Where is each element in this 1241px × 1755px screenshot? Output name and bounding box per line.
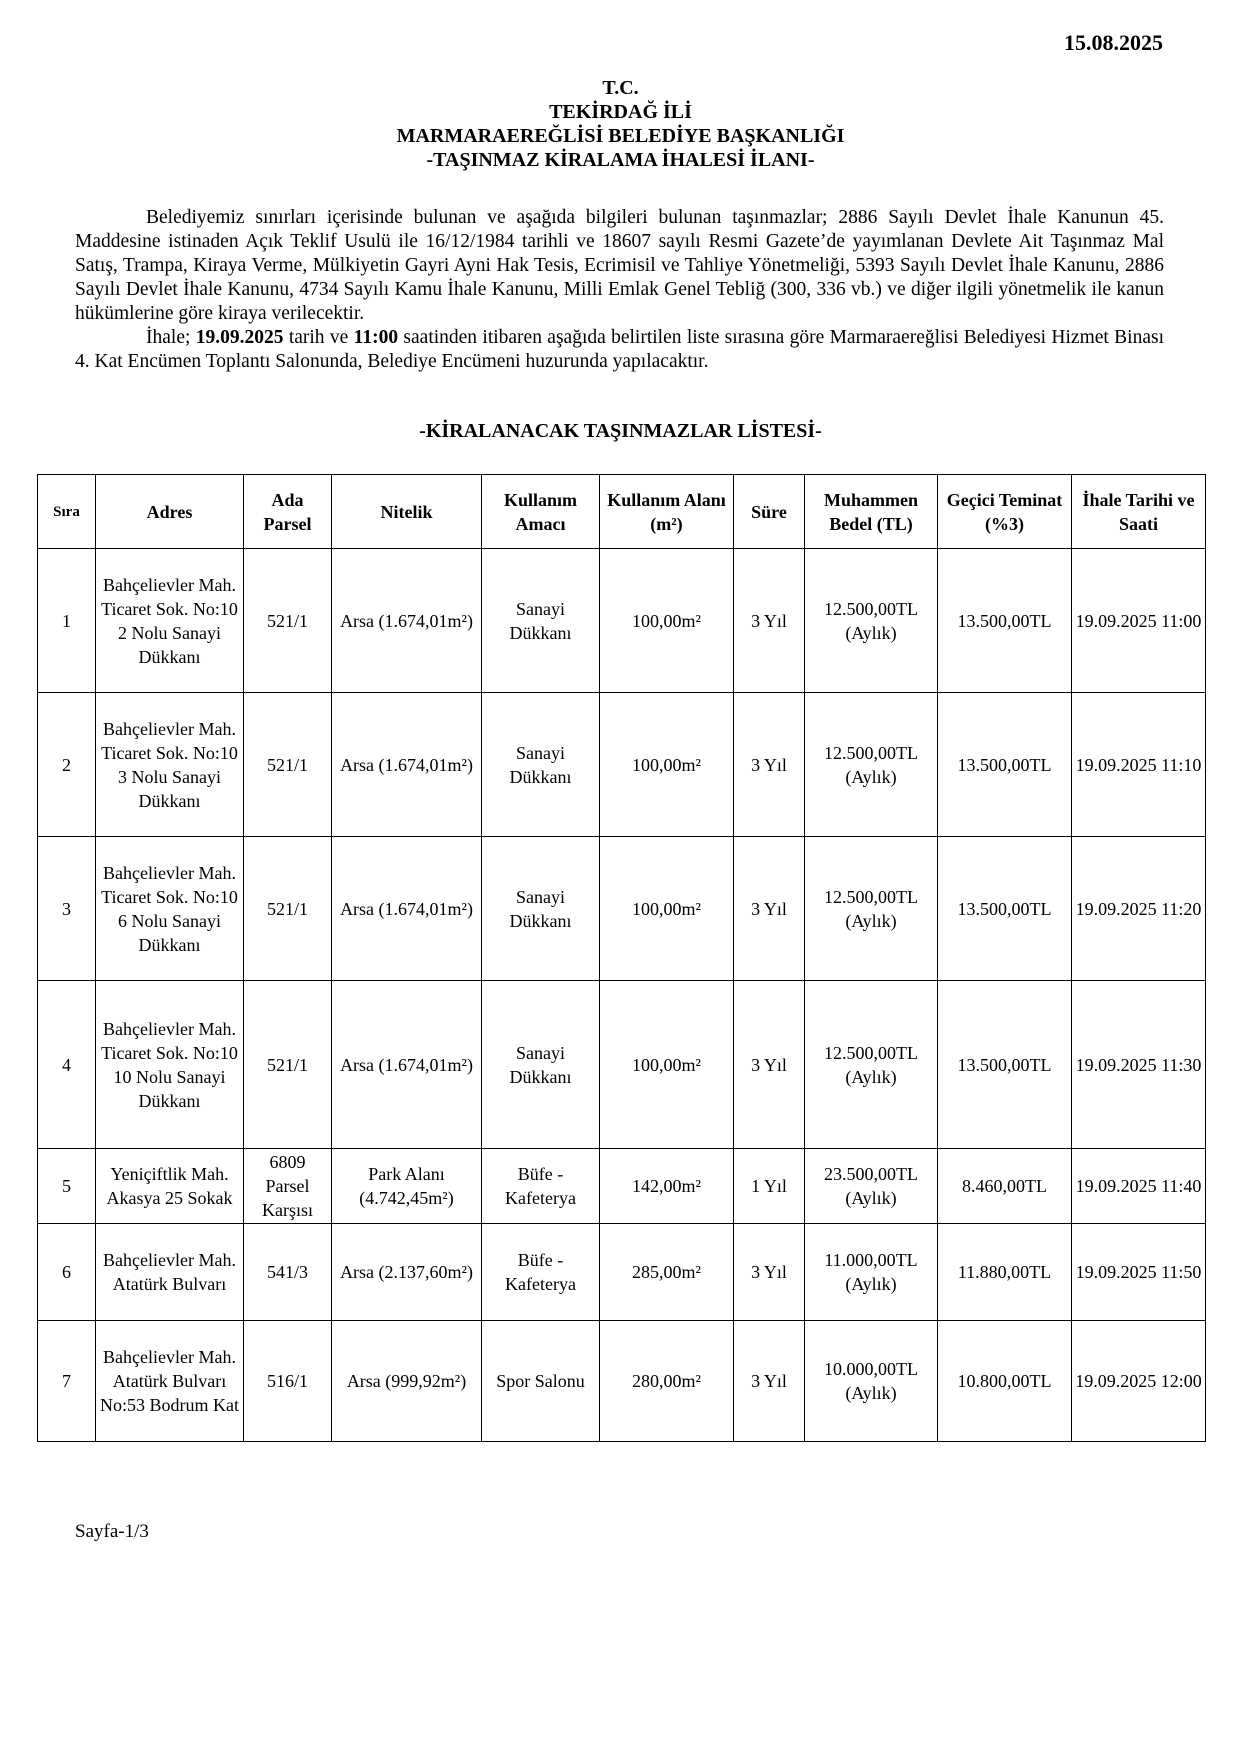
cell-kullanim-amaci: Spor Salonu (482, 1321, 600, 1442)
table-row (38, 549, 1206, 693)
cell-ada-parsel: 521/1 (244, 981, 332, 1149)
header-kullanim-alani: Kullanım Alanı (m²) (600, 475, 734, 549)
cell-nitelik: Arsa (999,92m²) (332, 1321, 482, 1442)
cell-ihale-tarihi: 19.09.2025 11:10 (1072, 693, 1206, 837)
cell-kullanim-alani: 100,00m² (600, 837, 734, 981)
cell-muhammen-bedel: 12.500,00TL (Aylık) (805, 693, 938, 837)
cell-nitelik: Arsa (1.674,01m²) (332, 981, 482, 1149)
cell-sure: 3 Yıl (734, 693, 805, 837)
cell-ada-parsel: 6809 Parsel Karşısı (244, 1149, 332, 1224)
tender-time: 11:00 (353, 327, 399, 348)
cell-kullanim-alani: 100,00m² (600, 693, 734, 837)
cell-nitelik: Arsa (1.674,01m²) (332, 693, 482, 837)
cell-kullanim-amaci: Büfe - Kafeterya (482, 1149, 600, 1224)
cell-ada-parsel: 541/3 (244, 1224, 332, 1321)
cell-sira: 6 (38, 1224, 96, 1321)
table-row (38, 693, 1206, 837)
cell-ihale-tarihi: 19.09.2025 11:30 (1072, 981, 1206, 1149)
cell-ihale-tarihi: 19.09.2025 11:50 (1072, 1224, 1206, 1321)
cell-kullanim-alani: 100,00m² (600, 549, 734, 693)
cell-gecici-teminat: 13.500,00TL (938, 693, 1072, 837)
cell-ada-parsel: 521/1 (244, 837, 332, 981)
cell-gecici-teminat: 10.800,00TL (938, 1321, 1072, 1442)
cell-adres: Bahçelievler Mah. Ticaret Sok. No:10 10 Nolu Sanayi Dükkanı (96, 981, 244, 1149)
cell-muhammen-bedel: 11.000,00TL (Aylık) (805, 1224, 938, 1321)
cell-ada-parsel: 516/1 (244, 1321, 332, 1442)
cell-kullanim-amaci: Sanayi Dükkanı (482, 549, 600, 693)
cell-kullanim-alani: 285,00m² (600, 1224, 734, 1321)
heading-line-municipality: MARMARAEREĞLİSİ BELEDİYE BAŞKANLIĞI (396, 125, 845, 147)
cell-ihale-tarihi: 19.09.2025 12:00 (1072, 1321, 1206, 1442)
cell-sira: 1 (38, 549, 96, 693)
cell-sure: 1 Yıl (734, 1149, 805, 1224)
cell-ihale-tarihi: 19.09.2025 11:40 (1072, 1149, 1206, 1224)
header-ada-parsel: Ada Parsel (244, 475, 332, 549)
header-sure: Süre (734, 475, 805, 549)
cell-ihale-tarihi: 19.09.2025 11:00 (1072, 549, 1206, 693)
cell-gecici-teminat: 11.880,00TL (938, 1224, 1072, 1321)
cell-ada-parsel: 521/1 (244, 693, 332, 837)
cell-kullanim-amaci: Sanayi Dükkanı (482, 693, 600, 837)
table-row (38, 837, 1206, 981)
cell-sira: 5 (38, 1149, 96, 1224)
cell-nitelik: Arsa (2.137,60m²) (332, 1224, 482, 1321)
intro-paragraph-1: Belediyemiz sınırları içerisinde bulunan ve aşağıda bilgileri bulunan taşınmazlar; 2886 Sayılı Devlet İhale Kanunun 45. Maddesine istinaden Açık Teklif Usulü ile 16/12/1984 tarihli ve 18607 sayılı Resmi Gazete’de yayımlanan Devlete Ait Taşınmaz Mal Satış, Trampa, Kiraya Verme, Mülkiyetin Gayri Ayni Hak Tesis, Ecrimisil ve Tahliye Yönetmeliği, 5393 Sayılı Devlet İhale Kanunu, 2886 Sayılı Devlet İhale Kanunu, 4734 Sayılı Kamu İhale Kanunu, Milli Emlak Genel Tebliğ (300, 336 vb.) ve diğer ilgili yönetmelik ile kanun hükümlerine göre kiraya verilecektir. (75, 207, 1164, 324)
header-nitelik: Nitelik (332, 475, 482, 549)
cell-adres: Bahçelievler Mah. Ticaret Sok. No:10 2 Nolu Sanayi Dükkanı (96, 549, 244, 693)
cell-sure: 3 Yıl (734, 1224, 805, 1321)
cell-muhammen-bedel: 10.000,00TL (Aylık) (805, 1321, 938, 1442)
cell-muhammen-bedel: 12.500,00TL (Aylık) (805, 981, 938, 1149)
cell-adres: Bahçelievler Mah. Atatürk Bulvarı (96, 1224, 244, 1321)
header-gecici-teminat: Geçici Teminat (%3) (938, 475, 1072, 549)
cell-ihale-tarihi: 19.09.2025 11:20 (1072, 837, 1206, 981)
cell-sira: 3 (38, 837, 96, 981)
cell-gecici-teminat: 8.460,00TL (938, 1149, 1072, 1224)
heading-line-tc: T.C. (602, 77, 639, 99)
cell-muhammen-bedel: 12.500,00TL (Aylık) (805, 549, 938, 693)
intro-text (75, 206, 1164, 374)
cell-gecici-teminat: 13.500,00TL (938, 837, 1072, 981)
table-row (38, 1224, 1206, 1321)
cell-muhammen-bedel: 12.500,00TL (Aylık) (805, 837, 938, 981)
document-date: 15.08.2025 (1064, 30, 1163, 55)
cell-adres: Bahçelievler Mah. Ticaret Sok. No:10 3 Nolu Sanayi Dükkanı (96, 693, 244, 837)
cell-kullanim-amaci: Sanayi Dükkanı (482, 981, 600, 1149)
cell-kullanim-alani: 142,00m² (600, 1149, 734, 1224)
cell-adres: Bahçelievler Mah. Atatürk Bulvarı No:53 Bodrum Kat (96, 1321, 244, 1442)
intro-paragraph-2 (75, 326, 1164, 374)
header-kullanim-amaci: Kullanım Amacı (482, 475, 600, 549)
header-sira: Sıra (38, 475, 96, 549)
cell-sure: 3 Yıl (734, 837, 805, 981)
cell-nitelik: Park Alanı (4.742,45m²) (332, 1149, 482, 1224)
cell-gecici-teminat: 13.500,00TL (938, 549, 1072, 693)
cell-sure: 3 Yıl (734, 981, 805, 1149)
table-row (38, 1321, 1206, 1442)
header-adres: Adres (96, 475, 244, 549)
cell-muhammen-bedel: 23.500,00TL (Aylık) (805, 1149, 938, 1224)
intro-p2-suffix: saatinden itibaren aşağıda belirtilen liste sırasına göre Marmaraereğlisi Belediyesi Hizmet Binası 4. Kat Encümen Toplantı Salonunda, Belediye Encümeni huzurunda yapılacaktır. (75, 327, 1165, 372)
table-row (38, 981, 1206, 1149)
table-row (38, 1149, 1206, 1224)
cell-nitelik: Arsa (1.674,01m²) (332, 837, 482, 981)
property-table (37, 474, 1206, 1442)
cell-sure: 3 Yıl (734, 1321, 805, 1442)
table-header-row (38, 475, 1206, 549)
page-number: Sayfa-1/3 (75, 1521, 149, 1542)
heading-line-announcement: -TAŞINMAZ KİRALAMA İHALESİ İLANI- (426, 149, 815, 171)
tender-date: 19.09.2025 (195, 327, 284, 348)
cell-sira: 7 (38, 1321, 96, 1442)
cell-adres: Bahçelievler Mah. Ticaret Sok. No:10 6 Nolu Sanayi Dükkanı (96, 837, 244, 981)
intro-p2-prefix: İhale; (146, 327, 196, 348)
cell-sira: 2 (38, 693, 96, 837)
cell-sira: 4 (38, 981, 96, 1149)
cell-nitelik: Arsa (1.674,01m²) (332, 549, 482, 693)
heading-line-province: TEKİRDAĞ İLİ (549, 101, 692, 123)
header-muhammen-bedel: Muhammen Bedel (TL) (805, 475, 938, 549)
cell-sure: 3 Yıl (734, 549, 805, 693)
intro-p2-mid: tarih ve (283, 327, 354, 348)
cell-kullanim-alani: 100,00m² (600, 981, 734, 1149)
cell-kullanim-amaci: Büfe - Kafeterya (482, 1224, 600, 1321)
list-title: -KİRALANACAK TAŞINMAZLAR LİSTESİ- (419, 420, 822, 442)
document-heading (0, 76, 1241, 172)
cell-gecici-teminat: 13.500,00TL (938, 981, 1072, 1149)
cell-kullanim-alani: 280,00m² (600, 1321, 734, 1442)
cell-kullanim-amaci: Sanayi Dükkanı (482, 837, 600, 981)
header-ihale-tarihi: İhale Tarihi ve Saati (1072, 475, 1206, 549)
cell-adres: Yeniçiftlik Mah. Akasya 25 Sokak (96, 1149, 244, 1224)
cell-ada-parsel: 521/1 (244, 549, 332, 693)
